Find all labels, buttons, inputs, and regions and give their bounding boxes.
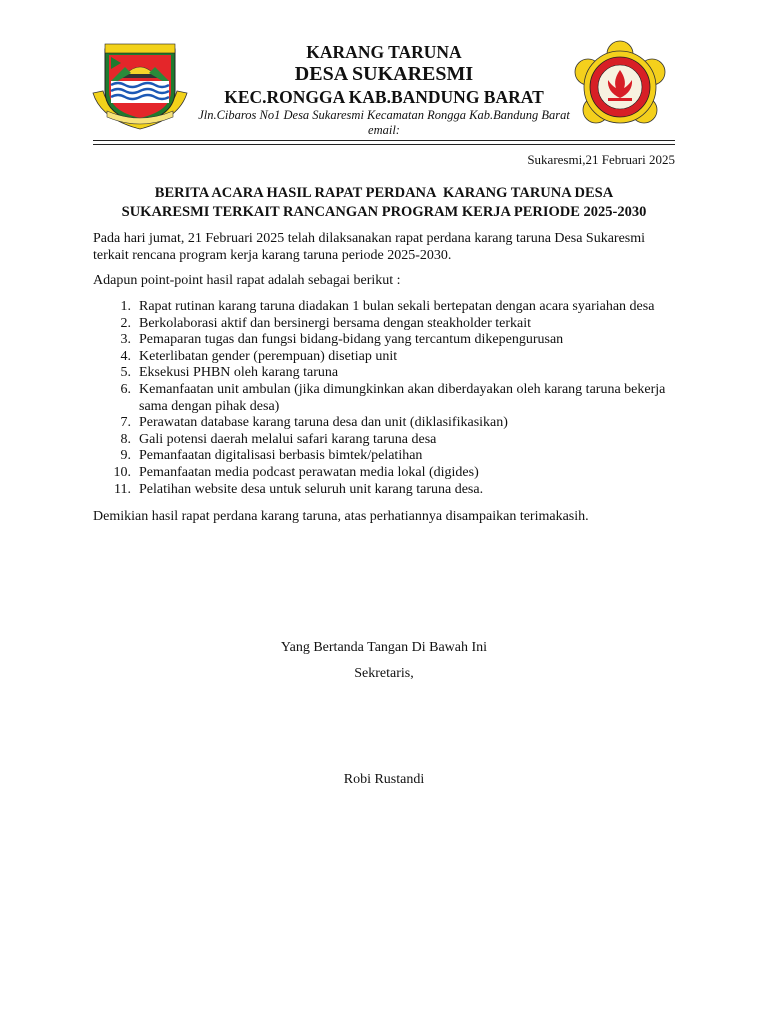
points-intro: Adapun point-point hasil rapat adalah sebagai berikut : — [93, 273, 401, 288]
kabupaten-bandung-barat-crest-icon — [91, 41, 189, 130]
document-title — [93, 184, 675, 222]
list-item-number: 5. — [120, 365, 131, 381]
list-item-text: Pelatihan website desa untuk seluruh unit karang taruna desa. — [139, 481, 484, 497]
list-item-number: 11. — [114, 481, 131, 497]
intro-line-1: Pada hari jumat, 21 Februari 2025 telah dilaksanakan rapat perdana karang taruna Desa Sukaresmi — [93, 231, 646, 246]
letterhead-divider — [93, 140, 675, 141]
signatory-name: Robi Rustandi — [343, 772, 425, 787]
village-name: DESA SUKARESMI — [294, 63, 474, 85]
list-item-number: 1. — [120, 299, 131, 314]
list-item-text: Gali potensi daerah melalui safari karang taruna desa — [139, 431, 437, 447]
list-item-text: Eksekusi PHBN oleh karang taruna — [139, 365, 339, 381]
list-item-number: 8. — [120, 431, 131, 447]
date-line: Sukaresmi,21 Februari 2025 — [527, 152, 675, 167]
list-item — [93, 465, 675, 482]
list-item — [93, 365, 675, 382]
list-item-text: Keterlibatan gender (perempuan) disetiap unit — [139, 348, 398, 364]
list-item-number: 6. — [120, 381, 131, 397]
closing-paragraph: Demikian hasil rapat perdana karang taruna, atas perhatiannya disampaikan terimakasih. — [93, 509, 589, 524]
intro-paragraph — [93, 230, 675, 264]
list-item-text: Pemaparan tugas dan fungsi bidang-bidang yang tercantum dikepengurusan — [139, 332, 564, 348]
list-item-text: Berkolaborasi aktif dan bersinergi bersama dengan steakholder terkait — [139, 315, 531, 331]
list-item — [93, 415, 675, 432]
address-line: Jln.Cibaros No1 Desa Sukaresmi Kecamatan Rongga Kab.Bandung Barat — [198, 108, 570, 122]
list-item-number: 4. — [120, 348, 131, 364]
document-title-line-1: BERITA ACARA HASIL RAPAT PERDANA KARANG TARUNA DESA — [154, 185, 614, 201]
district-name: KEC.RONGGA KAB.BANDUNG BARAT — [224, 87, 544, 107]
email-line: email: — [368, 123, 400, 137]
document-title-line-2: SUKARESMI TERKAIT RANCANGAN PROGRAM KERJA PERIODE 2025-2030 — [121, 204, 647, 220]
list-item — [93, 448, 675, 465]
list-item — [93, 332, 675, 349]
list-item-text: Perawatan database karang taruna desa dan unit (diklasifikasikan) — [139, 415, 508, 431]
intro-line-2: terkait rencana program kerja karang taruna periode 2025-2030. — [93, 248, 452, 263]
list-item-text: Pemanfaatan digitalisasi berbasis bimtek/pelatihan — [139, 448, 423, 464]
list-item-number: 10. — [113, 464, 131, 480]
signature-intro: Yang Bertanda Tangan Di Bawah Ini — [280, 640, 488, 655]
list-item-number: 2. — [120, 315, 131, 331]
list-item-number: 3. — [120, 332, 131, 348]
list-item — [93, 349, 675, 366]
letterhead-divider-thin — [93, 144, 675, 145]
list-item — [93, 316, 675, 333]
list-item-number: 9. — [120, 448, 131, 464]
organization-name: KARANG TARUNA — [306, 42, 462, 62]
signatory-role: Sekretaris, — [354, 666, 414, 681]
list-item — [93, 382, 675, 415]
list-item-number: 7. — [120, 415, 131, 431]
list-item — [93, 482, 675, 499]
list-item-text: Pemanfaatan media podcast perawatan media lokal (digides) — [139, 464, 479, 480]
list-item-text: Kemanfaatan unit ambulan (jika dimungkinkan akan diberdayakan oleh karang taruna bekerja sama dengan pihak desa) — [139, 381, 666, 414]
list-item — [93, 299, 675, 316]
list-item — [93, 432, 675, 449]
list-item-text: Rapat rutinan karang taruna diadakan 1 bulan sekali bertepatan dengan acara syariahan desa — [139, 299, 655, 314]
meeting-points-list — [93, 299, 675, 498]
